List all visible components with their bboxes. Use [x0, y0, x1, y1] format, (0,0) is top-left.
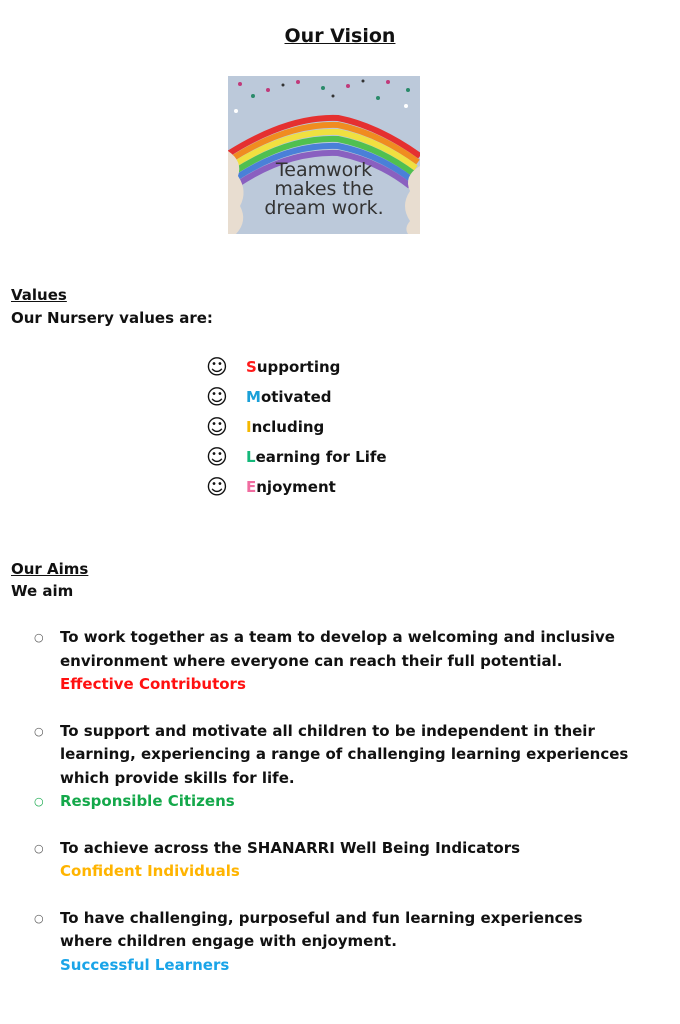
smiley-face-icon: ☺	[206, 475, 228, 499]
value-initial: I	[246, 418, 252, 436]
value-item: ☺ Including	[206, 415, 325, 439]
value-item: ☺ Motivated	[206, 385, 332, 409]
page-title: Our Vision	[284, 25, 396, 47]
smiley-face-icon: ☺	[206, 445, 228, 469]
values-intro: Our Nursery values are:	[11, 309, 213, 327]
circle-bullet-icon: ○	[34, 795, 44, 808]
aims-list	[34, 626, 634, 1000]
aim-tag: ○ Responsible Citizens	[60, 790, 634, 814]
value-item: ☺ Learning for Life	[206, 445, 387, 469]
value-initial: M	[246, 388, 261, 406]
aim-item: ○ To work together as a team to develop a welcoming and inclusive environment where everyone can reach their full potential. Effective Contributors	[34, 626, 634, 697]
teamwork-image	[228, 76, 420, 234]
aim-tag: Successful Learners	[60, 955, 230, 974]
aims-heading: Our Aims	[11, 560, 89, 578]
value-initial: L	[246, 448, 256, 466]
value-initial: S	[246, 358, 257, 376]
values-list	[206, 352, 387, 502]
smiley-face-icon: ☺	[206, 355, 228, 379]
aim-tag: Effective Contributors	[60, 675, 246, 693]
smiley-face-icon: ☺	[206, 385, 228, 409]
aims-intro: We aim	[11, 582, 74, 600]
smiley-face-icon: ☺	[206, 415, 228, 439]
aim-tag: Confident Individuals	[60, 862, 240, 880]
value-item: ☺ Enjoyment	[206, 475, 336, 499]
circle-bullet-icon: ○	[34, 631, 44, 644]
value-initial: E	[246, 478, 257, 496]
circle-bullet-icon: ○	[34, 724, 44, 738]
svg-text:dream work.: dream work.	[264, 197, 384, 219]
svg-text:makes the: makes the	[274, 178, 374, 200]
aim-item: ○ To have challenging, purposeful and fun learning experiences where children engage with enjoyment. Successful Learners	[34, 907, 634, 978]
aim-item: ○ To achieve across the SHANARRI Well Being Indicators Confident Individuals	[34, 837, 634, 884]
circle-bullet-icon: ○	[34, 841, 44, 855]
circle-bullet-icon: ○	[34, 911, 44, 925]
aim-item: ○ To support and motivate all children to be independent in their learning, experiencing a range of challenging learning experiences which provide skills for life. ○ Responsible Citizens	[34, 720, 634, 814]
svg-text:Teamwork: Teamwork	[275, 159, 373, 181]
value-item: ☺ Supporting	[206, 355, 341, 379]
values-heading: Values	[11, 286, 67, 304]
